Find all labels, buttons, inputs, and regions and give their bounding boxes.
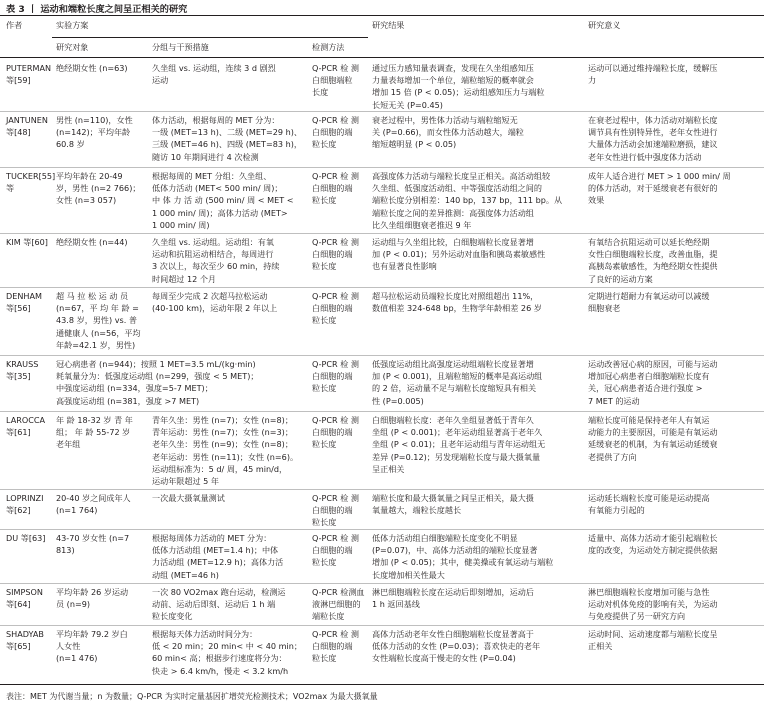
row-7-author-line: LAROCCA	[6, 415, 46, 425]
row-2-subjects-line: 男性 (n=110)，女性	[56, 115, 133, 125]
row-5-subjects-line: 43.8 岁，男性) vs. 普	[56, 315, 137, 326]
row-8-meaning-line: 有氧能力引起的	[588, 505, 645, 516]
row-3-meaning-line: 效果	[588, 195, 605, 206]
row-1-grouping-line: 久坐组 vs. 运动组，连续 3 d 剧烈	[152, 63, 276, 73]
row-11-grouping-line: 快走 > 6.4 km/h，慢走 < 3.2 km/h	[152, 665, 289, 676]
row-6-meaning-line: 运动改善冠心病的原因，可能与运动	[588, 359, 718, 369]
row-11-results-line: 女性端粒长度高于慢走的女性 (P=0.04)	[372, 653, 516, 664]
row-1-method-line: 白细胞端粒	[312, 75, 353, 86]
row-2-subjects-line: (n=142)；平均年龄	[56, 127, 131, 138]
row-9-meaning-line: 适量中、高体力活动才能引起端粒长	[588, 533, 718, 543]
row-8-grouping-line: 一次最大摄氧量测试	[152, 493, 225, 503]
row-10-grouping-line: 动前、运动后即刻、运动后 1 h 端	[152, 599, 276, 610]
row-3-subjects-line: 岁，男性 (n=2 766)；	[56, 183, 141, 194]
row-4-grouping-line: 3 次以上，每次至少 60 min，持续	[152, 261, 280, 272]
row-4-method-line: 粒长度	[312, 261, 337, 272]
row-9-grouping-line: 低体力活动组 (MET=1.4 h)；中体	[152, 545, 279, 556]
row-3-grouping-line: 1 000 min/ 周)；高体力活动 (MET>	[152, 207, 288, 218]
row-9-method-line: Q-PCR 检 测	[312, 533, 360, 543]
row-1-results-line: 通过压力感知量表调查，发现在久坐组感知压	[372, 63, 534, 73]
row-6-method-line: Q-PCR 检 测	[312, 359, 360, 369]
row-9-results-line: 低体力活动组白细胞端粒长度变化不明显	[372, 533, 518, 543]
row-4-meaning-line: 有氧结合抗阻运动可以延长绝经期	[588, 237, 710, 247]
row-separator	[0, 529, 764, 530]
row-4-results-line: 加 (P < 0.01)；另外运动对血脂和胰岛素敏感性	[372, 249, 546, 260]
row-separator	[0, 355, 764, 356]
row-10-meaning-line: 运动对机体免疫的影响有关，为运动	[588, 599, 718, 610]
row-8-method-line: Q-PCR 检 测	[312, 493, 360, 503]
row-3-results-line: 端粒长度分别相差：140 bp，137 bp，111 bp。从	[372, 195, 563, 206]
header-scheme: 实验方案	[56, 20, 89, 30]
row-3-results-line: 高强度体力活动与端粒长度呈正相关。高活动组较	[372, 171, 551, 181]
row-3-method-line: 粒长度	[312, 195, 337, 206]
row-11-method-line: 白细胞的端	[312, 641, 353, 652]
row-11-author-line: 等[65]	[6, 641, 31, 652]
row-4-method-line: Q-PCR 检 测	[312, 237, 360, 247]
row-separator	[0, 233, 764, 234]
row-10-subjects-line: 平均年龄 26 岁运动	[56, 587, 129, 597]
row-5-meaning-line: 定期进行超耐力有氧运动可以减缓	[588, 291, 710, 301]
row-6-results-line: 加 (P < 0.001)，且端粒缩短的概率是高运动组	[372, 371, 543, 382]
row-10-results-line: 淋巴细胞端粒长度在运动后即刻增加，运动后	[372, 587, 534, 597]
row-3-subjects-line: 平均年龄在 20-49	[56, 171, 123, 181]
row-9-subjects-line: 43-70 岁女性 (n=7	[56, 533, 130, 543]
row-3-results-line: 端粒长度之间的差异推测：高强度体力活动组	[372, 207, 534, 218]
header-meaning: 研究意义	[588, 20, 621, 30]
row-5-subjects-line: 超 马 拉 松 运 动 员	[56, 291, 129, 301]
row-1-grouping-line: 运动	[152, 75, 169, 86]
row-5-results-line: 数值相差 324-648 bp，生物学年龄相差 26 岁	[372, 303, 542, 314]
row-2-author-line: 等[48]	[6, 127, 31, 138]
header-method: 检测方法	[312, 42, 345, 52]
row-5-author-line: DENHAM	[6, 291, 43, 301]
row-1-meaning-line: 力	[588, 75, 597, 86]
row-4-meaning-line: 高胰岛素敏感性，为绝经期女性提供	[588, 261, 718, 272]
header-bottom-rule	[0, 57, 764, 58]
row-2-grouping-line: 随访 10 年期间进行 4 次检测	[152, 151, 259, 162]
row-6-method-line: 粒长度	[312, 383, 337, 394]
row-7-grouping-line: 老年久坐：男性 (n=9)；女性 (n=8)；	[152, 439, 293, 450]
row-5-subjects-line: 年龄=42.1 岁，男性)	[56, 339, 136, 350]
row-11-subjects-line: (n=1 476)	[56, 653, 98, 664]
row-2-method-line: 粒长度	[312, 139, 337, 150]
row-10-results-line: 1 h 返回基线	[372, 599, 420, 610]
row-7-grouping-line: 青年久坐：男性 (n=7)；女性 (n=8)；	[152, 415, 293, 425]
header-subrule	[52, 37, 368, 38]
row-7-meaning-line: 延缓衰老的机制，为有氧运动延缓衰	[588, 439, 718, 450]
row-1-results-line: 长短无关 (P=0.45)	[372, 99, 443, 110]
row-9-subjects-line: 813)	[56, 545, 75, 556]
row-separator	[0, 625, 764, 626]
header-subjects: 研究对象	[56, 42, 89, 52]
row-11-subjects-line: 人女性	[56, 641, 81, 652]
row-9-results-line: 增加 (P < 0.05)；其中，健美操或有氧运动与端粒	[372, 557, 554, 568]
row-1-meaning-line: 运动可以通过维持端粒长度，缓解压	[588, 63, 718, 73]
row-7-author-line: 等[61]	[6, 427, 31, 438]
row-8-method-line: 粒长度	[312, 517, 337, 528]
row-5-meaning-line: 细胞衰老	[588, 303, 621, 314]
row-8-author-line: LOPRINZI	[6, 493, 44, 503]
row-4-grouping-line: 运动和抗阻运动相结合，每周进行	[152, 249, 274, 260]
row-4-results-line: 运动组与久坐组比较，白细胞端粒长度显著增	[372, 237, 534, 247]
row-9-results-line: (P=0.07)，中、高体力活动组的端粒长度显著	[372, 545, 538, 556]
row-2-subjects-line: 60.8 岁	[56, 139, 85, 150]
row-2-meaning-line: 老年女性进行低中强度体力活动	[588, 151, 702, 162]
row-7-grouping-line: 运动年限超过 5 年	[152, 476, 219, 486]
row-10-author-line: 等[64]	[6, 599, 31, 610]
row-5-grouping-line: (40-100 km)，运动年限 2 年以上	[152, 303, 278, 314]
row-10-method-line: 液淋巴细胞的	[312, 599, 361, 610]
row-6-method-line: 白细胞的端	[312, 371, 353, 382]
row-2-results-line: 衰老过程中，男性体力活动与端粒缩短无	[372, 115, 518, 125]
row-9-meaning-line: 度的改变，为运动处方制定提供依据	[588, 545, 718, 556]
row-5-method-line: 白细胞的端	[312, 303, 353, 314]
row-3-results-line: 久坐组、低强度活动组、中等强度活动组之间的	[372, 183, 542, 194]
row-3-meaning-line: 的体力活动，对于延缓衰老有很好的	[588, 183, 718, 194]
row-2-results-line: 缩短越明显 (P < 0.05)	[372, 139, 457, 150]
row-9-method-line: 白细胞的端	[312, 545, 353, 556]
row-4-meaning-line: 女性白细胞端粒长度，改善血脂，提	[588, 249, 718, 260]
row-10-meaning-line: 淋巴细胞端粒长度增加可能与急性	[588, 587, 710, 597]
row-7-results-line: 白细胞端粒长度：老年久坐组显著低于青年久	[372, 415, 534, 425]
row-5-author-line: 等[56]	[6, 303, 31, 314]
row-5-grouping-line: 每周至少完成 2 次超马拉松运动	[152, 291, 268, 301]
row-6-results-line: 性 (P=0.005)	[372, 395, 424, 406]
row-10-method-line: 端粒长度	[312, 611, 345, 622]
row-3-method-line: 白细胞的端	[312, 183, 353, 194]
row-4-author-line: KIM 等[60]	[6, 237, 48, 247]
row-2-method-line: Q-PCR 检 测	[312, 115, 360, 125]
row-7-subjects-line: 组； 年 龄 55-72 岁	[56, 427, 131, 438]
row-6-subjects-line: 冠心病患者 (n=944)；按照 1 MET=3.5 mL/(kg·min)	[56, 359, 256, 369]
row-11-method-line: 粒长度	[312, 653, 337, 664]
row-6-meaning-line: 关，冠心病患者适合进行强度 >	[588, 383, 703, 394]
row-4-grouping-line: 时间超过 12 个月	[152, 273, 217, 284]
row-7-grouping-line: 青年运动：男性 (n=7)；女性 (n=3)；	[152, 427, 293, 438]
row-1-author-line: PUTERMAN	[6, 63, 52, 73]
row-3-subjects-line: 女性 (n=3 057)	[56, 195, 117, 206]
row-7-method-line: 白细胞的端	[312, 427, 353, 438]
row-8-meaning-line: 运动延长端粒长度可能是运动提高	[588, 493, 710, 503]
row-1-results-line: 增加 15 倍 (P < 0.05)；运动组感知压力与端粒	[372, 87, 545, 98]
row-3-grouping-line: 根据每周的 MET 分组：久坐组、	[152, 171, 272, 181]
row-2-grouping-line: 一级 (MET=13 h)、二级 (MET=29 h)、	[152, 127, 302, 138]
row-separator	[0, 167, 764, 168]
row-3-meaning-line: 成年人适合进行 MET > 1 000 min/ 周	[588, 171, 731, 181]
row-7-meaning-line: 动能力的主要原因，可能是有氧运动	[588, 427, 718, 438]
header-results: 研究结果	[372, 20, 405, 30]
row-4-results-line: 也有显著良性影响	[372, 261, 437, 272]
row-5-method-line: 粒长度	[312, 315, 337, 326]
row-2-results-line: 关 (P=0.66)，而女性体力活动越大，端粒	[372, 127, 524, 138]
row-3-grouping-line: 中 体 力 活 动 (500 min/ 周 < MET <	[152, 195, 294, 206]
top-rule	[0, 15, 764, 16]
row-separator	[0, 411, 764, 412]
header-author: 作者	[6, 20, 23, 30]
row-7-meaning-line: 老提供了方向	[588, 451, 637, 462]
row-1-results-line: 力量表每增加一个单位，端粒缩短的概率就会	[372, 75, 534, 86]
row-10-meaning-line: 与免疫提供了另一研究方向	[588, 611, 686, 622]
row-7-subjects-line: 年 龄 18-32 岁 青 年	[56, 415, 133, 425]
row-7-grouping-line: 运动组标准为：5 d/ 周，45 min/d，	[152, 463, 288, 474]
row-6-results-line: 的 2 倍，运动量不足与端粒长度缩短具有相关	[372, 383, 537, 394]
row-11-grouping-line: 60 min< 高；根据步行速度将分为：	[152, 653, 287, 664]
row-5-subjects-line: 通健康人 (n=56，平均	[56, 327, 141, 338]
row-2-author-line: JANTUNEN	[6, 115, 48, 125]
bottom-rule	[0, 684, 764, 685]
row-11-author-line: SHADYAB	[6, 629, 44, 639]
row-10-method-line: Q-PCR 检测血	[312, 587, 365, 597]
row-6-subjects-line: 中强度运动组 (n=334，强度=5-7 MET)；	[56, 383, 213, 394]
row-9-results-line: 长度增加相关性最大	[372, 569, 445, 580]
row-8-subjects-line: (n=1 764)	[56, 505, 98, 516]
row-6-results-line: 低强度运动组比高强度运动组端粒长度显著增	[372, 359, 534, 369]
row-7-results-line: 呈正相关	[372, 463, 405, 474]
row-2-grouping-line: 三级 (MET=46 h)、四级 (MET=83 h)，	[152, 139, 302, 150]
row-10-grouping-line: 一次 80 VO2max 跑台运动，检测运	[152, 587, 286, 597]
row-11-results-line: 低体力活动的女性 (P=0.03)；喜欢快走的老年	[372, 641, 541, 652]
row-1-method-line: 长度	[312, 87, 329, 98]
row-2-method-line: 白细胞的端	[312, 127, 353, 138]
row-1-author-line: 等[59]	[6, 75, 31, 86]
header-grouping: 分组与干预措施	[152, 42, 209, 52]
row-2-meaning-line: 大量体力活动会加速端粒磨损，建议	[588, 139, 718, 150]
row-10-author-line: SIMPSON	[6, 587, 43, 597]
row-6-meaning-line: 7 MET 的运动	[588, 395, 640, 406]
row-7-method-line: 粒长度	[312, 439, 337, 450]
row-3-author-line: TUCKER[55]	[6, 171, 56, 181]
row-11-grouping-line: 根据每天体力活动时间分为：	[152, 629, 258, 639]
row-6-author-line: KRAUSS	[6, 359, 39, 369]
row-8-results-line: 端粒长度和最大摄氧量之间呈正相关，最大摄	[372, 493, 534, 503]
row-11-meaning-line: 运动时间、运动速度都与端粒长度呈	[588, 629, 718, 639]
row-9-author-line: DU 等[63]	[6, 533, 46, 543]
row-7-method-line: Q-PCR 检 测	[312, 415, 360, 425]
row-3-results-line: 比久坐组细胞衰老推迟 9 年	[372, 219, 472, 230]
row-1-method-line: Q-PCR 检 测	[312, 63, 360, 73]
row-8-subjects-line: 20-40 岁之间成年人	[56, 493, 131, 503]
row-separator	[0, 489, 764, 490]
row-7-results-line: 坐组 (P < 0.001)；老年运动组显著高于老年久	[372, 427, 543, 438]
row-2-meaning-line: 在衰老过程中，体力活动对端粒长度	[588, 115, 718, 125]
row-1-subjects-line: 绝经期女性 (n=63)	[56, 63, 128, 73]
row-10-subjects-line: 员 (n=9)	[56, 599, 91, 610]
row-11-results-line: 高体力活动老年女性白细胞端粒长度显著高于	[372, 629, 534, 639]
row-4-method-line: 白细胞的端	[312, 249, 353, 260]
row-11-subjects-line: 平均年龄 79.2 岁白	[56, 629, 128, 639]
row-7-meaning-line: 端粒长度可能是保持老年人有氧运	[588, 415, 710, 425]
row-3-grouping-line: 低体力活动 (MET< 500 min/ 周)；	[152, 183, 283, 194]
row-9-grouping-line: 动组 (MET=46 h)	[152, 569, 219, 580]
row-3-grouping-line: 1 000 min/ 周)	[152, 219, 210, 230]
row-6-author-line: 等[35]	[6, 371, 31, 382]
row-separator	[0, 111, 764, 112]
row-10-grouping-line: 粒长度变化	[152, 611, 193, 622]
table-footnote: 表注：MET 为代谢当量；n 为数量；Q-PCR 为实时定量基因扩增荧光检测技术；VO2max 为最大摄氧量	[6, 692, 378, 701]
row-7-results-line: 坐组 (P < 0.01)；且老年运动组与青年运动组无	[372, 439, 546, 450]
row-3-author-line: 等	[6, 183, 15, 194]
row-5-results-line: 超马拉松运动员端粒长度比对照组超出 11%，	[372, 291, 539, 301]
row-3-method-line: Q-PCR 检 测	[312, 171, 360, 181]
row-6-meaning-line: 增加冠心病患者白细胞端粒长度有	[588, 371, 710, 382]
row-5-method-line: Q-PCR 检 测	[312, 291, 360, 301]
row-separator	[0, 583, 764, 584]
row-separator	[0, 287, 764, 288]
table-caption: 表 3 丨 运动和端粒长度之间呈正相关的研究	[6, 4, 188, 15]
row-8-method-line: 白细胞的端	[312, 505, 353, 516]
row-4-subjects-line: 绝经期女性 (n=44)	[56, 237, 128, 247]
row-2-meaning-line: 调节具有性别特异性，老年女性进行	[588, 127, 718, 138]
row-6-subjects-line: 高强度运动组 (n=381，强度 >7 MET)	[56, 395, 200, 406]
row-7-results-line: 差异 (P=0.12)；另发现端粒长度与最大摄氧量	[372, 451, 541, 462]
row-4-meaning-line: 了良好的运动方案	[588, 273, 653, 284]
row-11-method-line: Q-PCR 检 测	[312, 629, 360, 639]
row-4-grouping-line: 久坐组 vs. 运动组。运动组：有氧	[152, 237, 274, 247]
row-11-grouping-line: 低 < 20 min；20 min< 中 < 40 min；	[152, 641, 302, 652]
row-7-subjects-line: 老年组	[56, 439, 81, 450]
row-2-grouping-line: 体力活动，根据每周的 MET 分为：	[152, 115, 280, 125]
row-5-subjects-line: (n=67，平 均 年 龄 =	[56, 303, 139, 314]
row-7-grouping-line: 老年运动：男性 (n=11)；女性 (n=6)。	[152, 451, 299, 462]
row-8-results-line: 氧量越大，端粒长度越长	[372, 505, 462, 516]
row-9-grouping-line: 根据每周体力活动的 MET 分为：	[152, 533, 272, 543]
row-8-author-line: 等[62]	[6, 505, 31, 516]
row-9-method-line: 粒长度	[312, 557, 337, 568]
row-9-grouping-line: 力活动组 (MET=12.9 h)；高体力活	[152, 557, 284, 568]
row-6-subjects-line: 耗氧量分为：低强度运动组 (n=299，强度 < 5 MET)；	[56, 371, 259, 382]
row-11-meaning-line: 正相关	[588, 641, 613, 652]
